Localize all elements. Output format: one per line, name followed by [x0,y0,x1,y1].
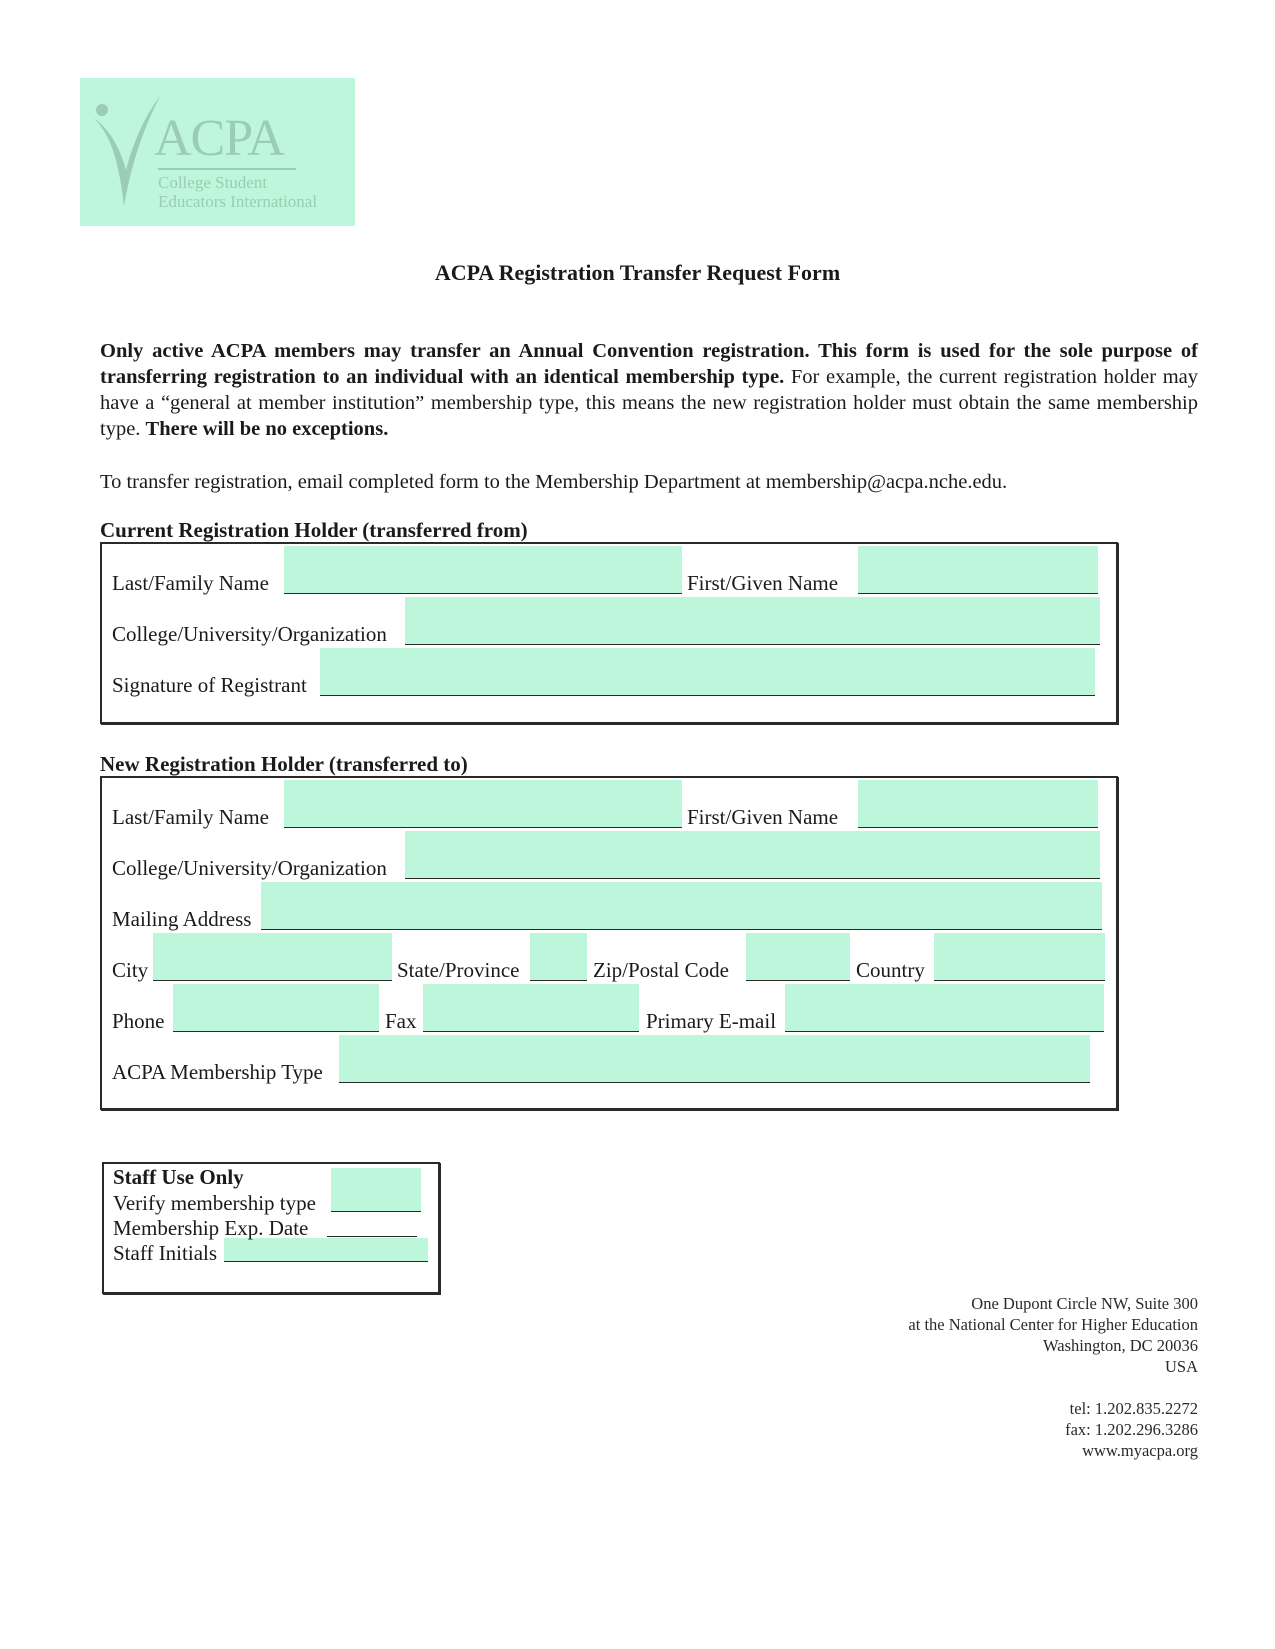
new-phone-label: Phone [112,1009,165,1033]
new-phone-line [173,1031,379,1032]
footer-contact [1065,1398,1198,1461]
footer-web[interactable]: www.myacpa.org [1082,1441,1198,1460]
new-fax-label: Fax [385,1009,417,1033]
current-last-name-line [284,593,682,594]
footer-address-line-2: at the National Center for Higher Education [908,1315,1198,1334]
staff-initials-field[interactable] [224,1238,428,1262]
current-org-field[interactable] [405,597,1100,645]
current-first-name-line [858,593,1098,594]
current-signature-field[interactable] [320,648,1095,696]
logo-tagline-2: Educators International [158,192,318,211]
new-last-name-label: Last/Family Name [112,805,269,829]
new-zip-label: Zip/Postal Code [593,958,729,982]
current-holder-heading: Current Registration Holder (transferred from) [100,518,528,542]
new-org-label: College/University/Organization [112,856,387,880]
current-signature-label: Signature of Registrant [112,673,307,697]
new-fax-field[interactable] [423,984,639,1032]
new-last-name-line [284,827,682,828]
new-org-field[interactable] [405,831,1100,879]
new-country-line [934,980,1105,981]
current-org-label: College/University/Organization [112,622,387,646]
new-email-field[interactable] [785,984,1104,1032]
new-address-line [261,929,1102,930]
new-org-line [405,878,1100,879]
new-membership-type-label: ACPA Membership Type [112,1060,323,1084]
new-last-name-field[interactable] [284,780,682,828]
new-zip-line [746,980,850,981]
new-first-name-label: First/Given Name [687,805,839,829]
logo-tagline-1: College Student [158,173,268,192]
footer-address [908,1293,1198,1377]
intro-paragraph [100,338,1198,442]
new-membership-type-field[interactable] [339,1035,1090,1083]
footer-address-line-1: One Dupont Circle NW, Suite 300 [971,1294,1198,1313]
staff-initials-line [224,1261,428,1262]
new-city-field[interactable] [153,933,392,981]
new-city-line [153,980,392,981]
footer-address-line-4: USA [1164,1357,1198,1376]
new-address-field[interactable] [261,882,1102,930]
current-last-name-label: Last/Family Name [112,571,269,595]
intro-normal-text: For example, the current registration holder may have a “general at member institution” membership type, this means the new registration holder must obtain the same membership type. [100,366,1198,440]
new-state-label: State/Province [397,958,520,982]
new-city-label: City [112,958,149,982]
new-first-name-line [858,827,1098,828]
new-phone-field[interactable] [173,984,379,1032]
new-state-field[interactable] [530,933,587,981]
logo-divider [158,168,296,170]
new-email-label: Primary E-mail [646,1009,777,1033]
staff-initials-label: Staff Initials [113,1241,218,1265]
new-holder-heading: New Registration Holder (transferred to) [100,752,468,776]
staff-verify-label: Verify membership type [113,1191,316,1215]
new-membership-type-line [339,1082,1090,1083]
staff-heading: Staff Use Only [113,1165,244,1189]
new-country-field[interactable] [934,933,1105,981]
new-first-name-field[interactable] [858,780,1098,828]
new-country-label: Country [856,958,925,982]
current-org-line [405,644,1100,645]
new-email-line [785,1031,1104,1032]
staff-verify-line [331,1211,421,1212]
footer-tel: tel: 1.202.835.2272 [1069,1399,1198,1418]
new-fax-line [423,1031,639,1032]
new-zip-field[interactable] [746,933,850,981]
logo-wordmark: ACPA [154,110,284,167]
footer-address-line-3: Washington, DC 20036 [1043,1336,1198,1355]
page-title: ACPA Registration Transfer Request Form [434,260,841,285]
email-instruction: To transfer registration, email completed form to the Membership Department at membership@acpa.nche.edu. [100,471,1008,493]
staff-verify-field[interactable] [331,1168,421,1212]
new-address-label: Mailing Address [112,907,252,931]
current-signature-line [320,695,1095,696]
staff-exp-line [327,1236,417,1237]
current-first-name-field[interactable] [858,546,1098,594]
footer-fax: fax: 1.202.296.3286 [1065,1420,1198,1439]
intro-bold-end: There will be no exceptions. [145,418,389,440]
staff-exp-label: Membership Exp. Date [113,1216,309,1240]
acpa-logo [80,78,355,226]
current-first-name-label: First/Given Name [687,571,839,595]
current-last-name-field[interactable] [284,546,682,594]
new-state-line [530,980,587,981]
intro-bold-text: Only active ACPA members may transfer an Annual Convention registration. This form is used for the sole purpose of transferring registration to an individual with an identical membership type. [100,340,1198,388]
